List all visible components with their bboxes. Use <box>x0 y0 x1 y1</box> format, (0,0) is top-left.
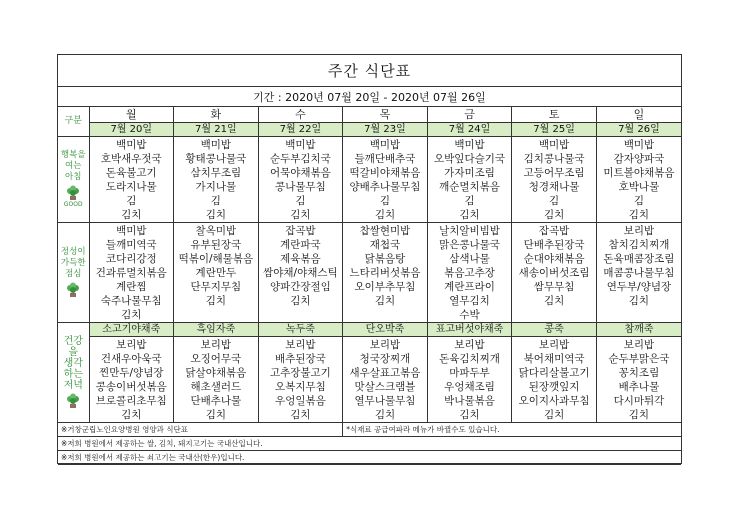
menu-item: 어묵야채볶음 <box>269 166 331 179</box>
menu-item: 건과류멸치볶음 <box>95 266 167 279</box>
breakfast-menu-cell <box>343 136 428 222</box>
menu-item: 김치 <box>290 208 311 221</box>
menu-item: 코다리강정 <box>105 252 157 265</box>
date-header: 7월 20일 <box>89 122 174 136</box>
menu-item: 순두부김치국 <box>269 152 331 165</box>
date-header: 7월 23일 <box>343 122 428 136</box>
menu-item: 닭다리살불고기 <box>518 366 590 379</box>
menu-item: 맛살스크램블 <box>354 380 416 393</box>
menu-item: 들깨단배추국 <box>354 152 416 165</box>
menu-item: 순대야채볶음 <box>523 252 585 265</box>
menu-item: 김치 <box>459 208 480 221</box>
menu-item: 수박 <box>459 308 480 321</box>
menu-item: 미트볼야채볶음 <box>603 166 675 179</box>
lunch-label-text: 가득한 <box>60 257 86 268</box>
menu-item: 백미밥 <box>200 138 232 151</box>
menu-item: 계란파국 <box>280 238 321 251</box>
menu-item: 백미밥 <box>623 138 655 151</box>
menu-item: 오이지사과무침 <box>518 394 590 407</box>
menu-item: 꽁치조림 <box>618 366 660 379</box>
menu-item: 매콤콩나물무침 <box>603 266 675 279</box>
menu-item: 건새우아욱국 <box>100 352 162 365</box>
dinner-label-text: 저녁 <box>63 379 83 391</box>
menu-item: 김 <box>549 194 560 207</box>
menu-item: 열무나물무침 <box>354 394 416 407</box>
lunch-label <box>58 222 89 322</box>
menu-item: 우엉채조림 <box>444 380 495 393</box>
menu-item: 쌈무무침 <box>533 280 575 293</box>
menu-item: 배추나물 <box>618 380 660 393</box>
menu-item: 가지나물 <box>195 180 237 193</box>
dinner-menu-cell <box>596 336 681 422</box>
menu-item: 김치 <box>290 294 311 307</box>
menu-item: 삼색나물 <box>449 252 490 265</box>
menu-item: 삼치무조림 <box>190 166 242 179</box>
menu-item: 단배추나물 <box>190 394 242 407</box>
menu-item: 다시마튀각 <box>613 394 665 407</box>
lunch-menu-cell <box>512 222 597 322</box>
note-text: ※거창군립노인요양병원 영양과 식단표 <box>58 422 343 436</box>
menu-item: 우엉일볶음 <box>275 394 326 407</box>
gubun-header: 구분 <box>58 107 89 136</box>
menu-item: 감자양파국 <box>613 152 665 165</box>
menu-item: 보리밥 <box>285 338 316 351</box>
dinner-menu-cell <box>427 336 512 422</box>
menu-item: 오복지무침 <box>275 380 326 393</box>
menu-item: 해초샐러드 <box>190 380 242 393</box>
menu-item: 양파간장절임 <box>269 280 331 293</box>
menu-item: 호박나물 <box>618 180 660 193</box>
breakfast-menu-cell <box>427 136 512 222</box>
menu-item: 가자미조림 <box>444 166 495 179</box>
menu-item: 김치 <box>543 208 565 221</box>
menu-item: 느타리버섯볶음 <box>349 266 421 279</box>
dinner-label-text: 건강을 <box>63 335 83 358</box>
breakfast-menu-cell <box>174 136 259 222</box>
menu-item: 연두부/양념장 <box>606 280 672 293</box>
date-header: 7월 21일 <box>174 122 259 136</box>
menu-item: 김 <box>295 194 306 207</box>
day-header: 목 <box>343 107 428 122</box>
page-title: 주간 식단표 <box>58 55 681 87</box>
menu-item: 돈육김치찌개 <box>439 352 500 365</box>
menu-item: 숙주나물무침 <box>100 294 162 307</box>
menu-item: 단무지무침 <box>190 280 242 293</box>
menu-item: 김치 <box>121 308 142 321</box>
menu-item: 호박새우젓국 <box>100 152 162 165</box>
lunch-label-text: 정성이 <box>60 246 86 257</box>
lunch-menu-cell <box>89 222 174 322</box>
menu-item: 떡볶이/해물볶음 <box>178 252 254 265</box>
menu-item: 김치 <box>121 408 142 421</box>
porridge-cell: 녹두죽 <box>258 322 343 336</box>
menu-item: 김 <box>126 194 137 207</box>
menu-item: 북어채미역국 <box>523 352 585 365</box>
menu-item: 콩나물무침 <box>275 180 326 193</box>
menu-item: 김치콩나물국 <box>523 152 585 165</box>
menu-item: 김 <box>210 194 221 207</box>
menu-item: 고추장불고기 <box>269 366 331 379</box>
day-header: 월 <box>89 107 174 122</box>
day-header: 토 <box>512 107 597 122</box>
menu-item: 백미밥 <box>369 138 401 151</box>
menu-item: 청국장찌개 <box>359 352 411 365</box>
breakfast-label-text: 행복을 <box>60 150 86 160</box>
menu-item: 잡곡밥 <box>285 224 316 237</box>
day-header: 수 <box>258 107 343 122</box>
menu-item: 김 <box>464 194 475 207</box>
menu-item: 잡곡밥 <box>538 224 570 237</box>
menu-sheet <box>57 54 682 464</box>
menu-item: 유부된장국 <box>190 238 242 251</box>
plant-icon <box>58 393 89 409</box>
porridge-cell: 참깨죽 <box>596 322 681 336</box>
menu-item: 오박잎다슬기국 <box>434 152 506 165</box>
menu-item: 날치알비빔밥 <box>439 224 500 237</box>
note-text: *식재료 공급여파라 메뉴가 바뀔수도 있습니다. <box>343 422 681 436</box>
breakfast-menu-cell <box>258 136 343 222</box>
menu-item: 맑은콩나물국 <box>439 238 500 251</box>
menu-item: 김치 <box>205 294 226 307</box>
menu-item: 재첩국 <box>369 238 401 251</box>
menu-item: 찐만두/양념장 <box>99 366 164 379</box>
menu-table <box>58 107 681 465</box>
menu-item: 배추된장국 <box>275 352 326 365</box>
menu-item: 계란만두 <box>195 266 237 279</box>
menu-item: 김 <box>379 194 391 207</box>
menu-item: 김 <box>633 194 645 207</box>
breakfast-label <box>58 136 89 222</box>
menu-item: 콩송이버섯볶음 <box>95 380 167 393</box>
menu-item: 고등어무조림 <box>523 166 585 179</box>
plant-icon <box>58 185 89 201</box>
menu-item: 오이부추무침 <box>354 280 416 293</box>
lunch-menu-cell <box>343 222 428 322</box>
lunch-menu-cell <box>427 222 512 322</box>
menu-item: 돈육매콤장조림 <box>603 252 675 265</box>
menu-item: 김치 <box>290 408 311 421</box>
dinner-menu-cell <box>512 336 597 422</box>
plant-icon <box>58 282 89 298</box>
lunch-label-text: 점심 <box>65 268 82 279</box>
menu-item: 돈육불고기 <box>105 166 157 179</box>
day-header: 일 <box>596 107 681 122</box>
menu-item: 마파두부 <box>449 366 490 379</box>
menu-item: 찹쌀현미밥 <box>359 224 411 237</box>
menu-item: 깨순멸치볶음 <box>439 180 500 193</box>
note-text: ※저희 병원에서 제공하는 쌀, 김치, 돼지고기는 국내산입니다. <box>58 436 681 450</box>
menu-item: 김치 <box>459 408 480 421</box>
menu-item: 열무김치 <box>449 294 490 307</box>
menu-item: 보리밥 <box>623 338 655 351</box>
menu-item: 김치 <box>374 294 396 307</box>
date-header: 7월 25일 <box>512 122 597 136</box>
menu-item: 들깨미역국 <box>105 238 157 251</box>
menu-item: 김치 <box>628 294 650 307</box>
menu-item: 청경채나물 <box>528 180 580 193</box>
menu-item: 김치 <box>374 408 396 421</box>
date-header: 7월 22일 <box>258 122 343 136</box>
note-text: ※저희 병원에서 제공하는 쇠고기는 국내산(한우)입니다. <box>58 450 681 464</box>
menu-item: 브로콜리초무침 <box>95 394 167 407</box>
dinner-menu-cell <box>174 336 259 422</box>
menu-item: 닭살야채볶음 <box>185 366 247 379</box>
menu-item: 제육볶음 <box>280 252 321 265</box>
menu-item: 떡갈비야채볶음 <box>349 166 421 179</box>
breakfast-label-text: 아침 <box>65 172 82 182</box>
menu-item: 백미밥 <box>285 138 316 151</box>
lunch-menu-cell <box>258 222 343 322</box>
menu-item: 양배추나물무침 <box>349 180 421 193</box>
breakfast-menu-cell <box>596 136 681 222</box>
menu-item: 김치 <box>628 208 650 221</box>
dinner-label-text: 생각하는 <box>63 357 83 380</box>
dinner-label <box>58 322 89 422</box>
good-badge: GOOD <box>63 201 83 208</box>
porridge-cell: 흑임자죽 <box>174 322 259 336</box>
breakfast-menu-cell <box>89 136 174 222</box>
menu-item: 새송이버섯조림 <box>518 266 590 279</box>
menu-item: 도라지나물 <box>105 180 157 193</box>
menu-item: 찰옥미밥 <box>195 224 237 237</box>
menu-item: 계란찜 <box>116 280 147 293</box>
menu-item: 순두부맑은국 <box>608 352 670 365</box>
menu-item: 단배추된장국 <box>523 238 585 251</box>
breakfast-label-text: 여는 <box>65 161 82 171</box>
menu-item: 계란프라이 <box>444 280 495 293</box>
menu-item: 보리밥 <box>623 224 655 237</box>
menu-item: 백미밥 <box>454 138 485 151</box>
menu-item: 보리밥 <box>116 338 147 351</box>
lunch-menu-cell <box>596 222 681 322</box>
date-header: 7월 24일 <box>427 122 512 136</box>
menu-item: 박나물볶음 <box>444 394 495 407</box>
dinner-menu-cell <box>89 336 174 422</box>
menu-item: 새우살표고볶음 <box>349 366 421 379</box>
porridge-cell: 콩죽 <box>512 322 597 336</box>
menu-item: 백미밥 <box>116 224 147 237</box>
day-header: 화 <box>174 107 259 122</box>
menu-item: 김치 <box>121 208 142 221</box>
dinner-menu-cell <box>258 336 343 422</box>
menu-item: 보리밥 <box>369 338 401 351</box>
menu-item: 오징어무국 <box>190 352 242 365</box>
day-header: 금 <box>427 107 512 122</box>
menu-item: 백미밥 <box>538 138 570 151</box>
lunch-menu-cell <box>174 222 259 322</box>
menu-item: 백미밥 <box>116 138 147 151</box>
menu-item: 보리밥 <box>454 338 485 351</box>
dinner-menu-cell <box>343 336 428 422</box>
menu-item: 닭볶음탕 <box>364 252 406 265</box>
menu-item: 김치 <box>205 408 226 421</box>
porridge-cell: 소고기야채죽 <box>89 322 174 336</box>
menu-item: 쌈야채/야채스틱 <box>263 266 338 279</box>
menu-item: 황태콩나물국 <box>185 152 247 165</box>
menu-item: 김치 <box>628 408 650 421</box>
date-header: 7월 26일 <box>596 122 681 136</box>
porridge-cell: 표고버섯야채죽 <box>427 322 512 336</box>
porridge-cell: 단오박죽 <box>343 322 428 336</box>
menu-item: 보리밥 <box>538 338 570 351</box>
menu-item: 김치 <box>543 408 565 421</box>
period-line: 기간 : 2020년 07월 20일 - 2020년 07월 26일 <box>58 87 681 107</box>
menu-item: 김치 <box>205 208 226 221</box>
menu-item: 참치김치찌개 <box>608 238 670 251</box>
menu-item: 보리밥 <box>200 338 232 351</box>
menu-item: 김치 <box>374 208 396 221</box>
menu-item: 김치 <box>543 294 565 307</box>
menu-item: 볶음고추장 <box>444 266 495 279</box>
breakfast-menu-cell <box>512 136 597 222</box>
menu-item: 된장깻잎지 <box>528 380 580 393</box>
